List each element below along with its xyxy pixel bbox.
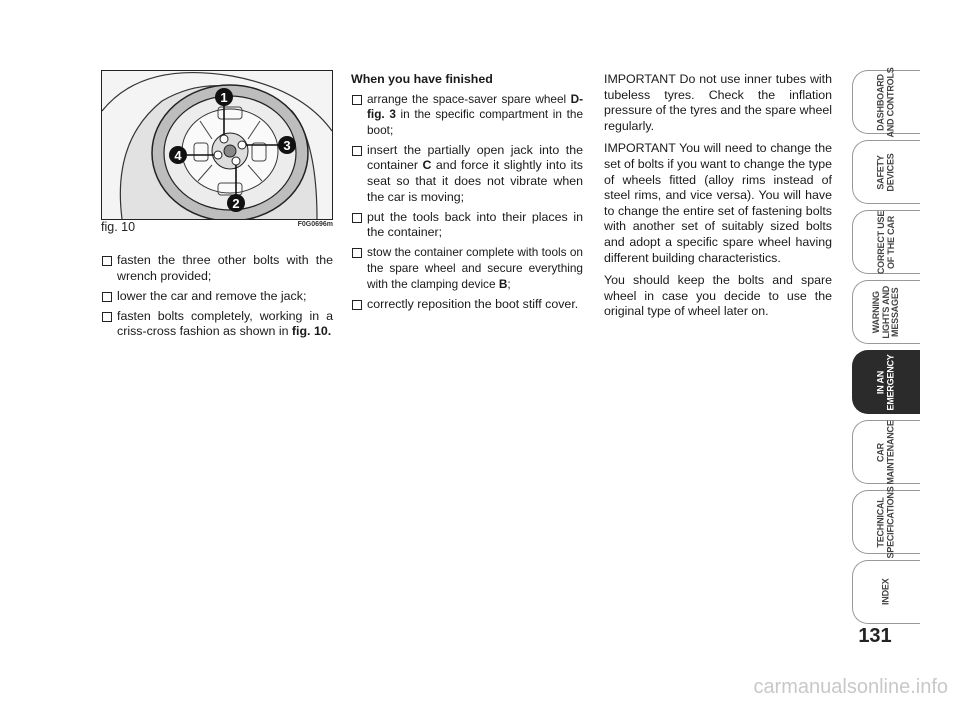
note-keep-bolts: You should keep the bolts and spare wheel in case you decide to use the original type of wheel later on.	[604, 273, 832, 319]
steps-list-2	[351, 92, 583, 313]
figure-caption	[101, 220, 333, 234]
svg-text:4: 4	[174, 148, 182, 163]
important-note-bolts: IMPORTANT You will need to change the set of bolts if you want to change the type of wheels fitted (alloy rims instead of steel rims, and vice versa). You will have to change the entire set of fastening bolts with another set of suitably sized bolts and adopt a specific spare wheel having different building characteristics.	[604, 141, 832, 265]
figure-reference: D-fig. 3	[367, 91, 584, 122]
watermark: carmanualsonline.info	[753, 676, 948, 698]
list-item: fasten the three other bolts with the wrench provided;	[101, 253, 333, 284]
section-title: When you have finished	[351, 72, 493, 86]
figure-reference: fig. 10.	[291, 324, 332, 339]
svg-text:1: 1	[220, 90, 228, 105]
component-reference: C	[422, 158, 432, 173]
tab-index[interactable]: INDEX	[852, 560, 920, 624]
column-2	[351, 72, 583, 317]
tab-safety-devices[interactable]: SAFETY DEVICES	[852, 140, 920, 204]
tab-warning-lights[interactable]: WARNING LIGHTS AND MESSAGES	[852, 280, 920, 344]
tab-dashboard-and-controls[interactable]: DASHBOARD AND CONTROLS	[852, 70, 920, 134]
wheel-illustration	[102, 71, 332, 219]
steps-list-1	[101, 253, 333, 340]
figure-code: F0G0696m	[297, 221, 333, 228]
callout-2	[227, 194, 245, 212]
callout-3	[278, 136, 296, 154]
figure-wheel-bolts	[101, 70, 333, 220]
column-3	[604, 72, 832, 327]
list-item: fasten bolts completely, working in a criss-cross fashion as shown in fig. 10.	[101, 309, 333, 340]
list-item: correctly reposition the boot stiff cover.	[351, 297, 583, 313]
page-number: 131	[858, 625, 892, 647]
important-note-tubes: IMPORTANT Do not use inner tubes with tubeless tyres. Check the inflation pressure of the tyres and the spare wheel regularly.	[604, 72, 832, 133]
tab-in-an-emergency[interactable]: IN AN EMERGENCY	[852, 350, 920, 414]
tab-car-maintenance[interactable]: CAR MAINTENANCE	[852, 420, 920, 484]
svg-text:2: 2	[232, 196, 240, 211]
list-item: stow the container complete with tools on the spare wheel and secure everything with the clamping device B;	[351, 245, 583, 292]
callout-1	[215, 88, 233, 106]
svg-text:3: 3	[283, 138, 291, 153]
section-tabs	[852, 66, 920, 630]
list-item: insert the partially open jack into the container C and force it slightly into its seat so that it does not vibrate when the car is moving;	[351, 143, 583, 205]
tab-correct-use[interactable]: CORRECT USE OF THE CAR	[852, 210, 920, 274]
component-reference: B	[498, 276, 508, 291]
list-item: arrange the space-saver spare wheel D-fig. 3 in the specific compartment in the boot;	[351, 92, 583, 139]
figure-caption-text: fig. 10	[101, 220, 136, 234]
list-item: put the tools back into their places in the container;	[351, 210, 583, 241]
column-1	[101, 253, 333, 344]
callout-4	[169, 146, 187, 164]
tab-technical-specifications[interactable]: TECHNICAL SPECIFICATIONS	[852, 490, 920, 554]
list-item: lower the car and remove the jack;	[101, 289, 333, 305]
